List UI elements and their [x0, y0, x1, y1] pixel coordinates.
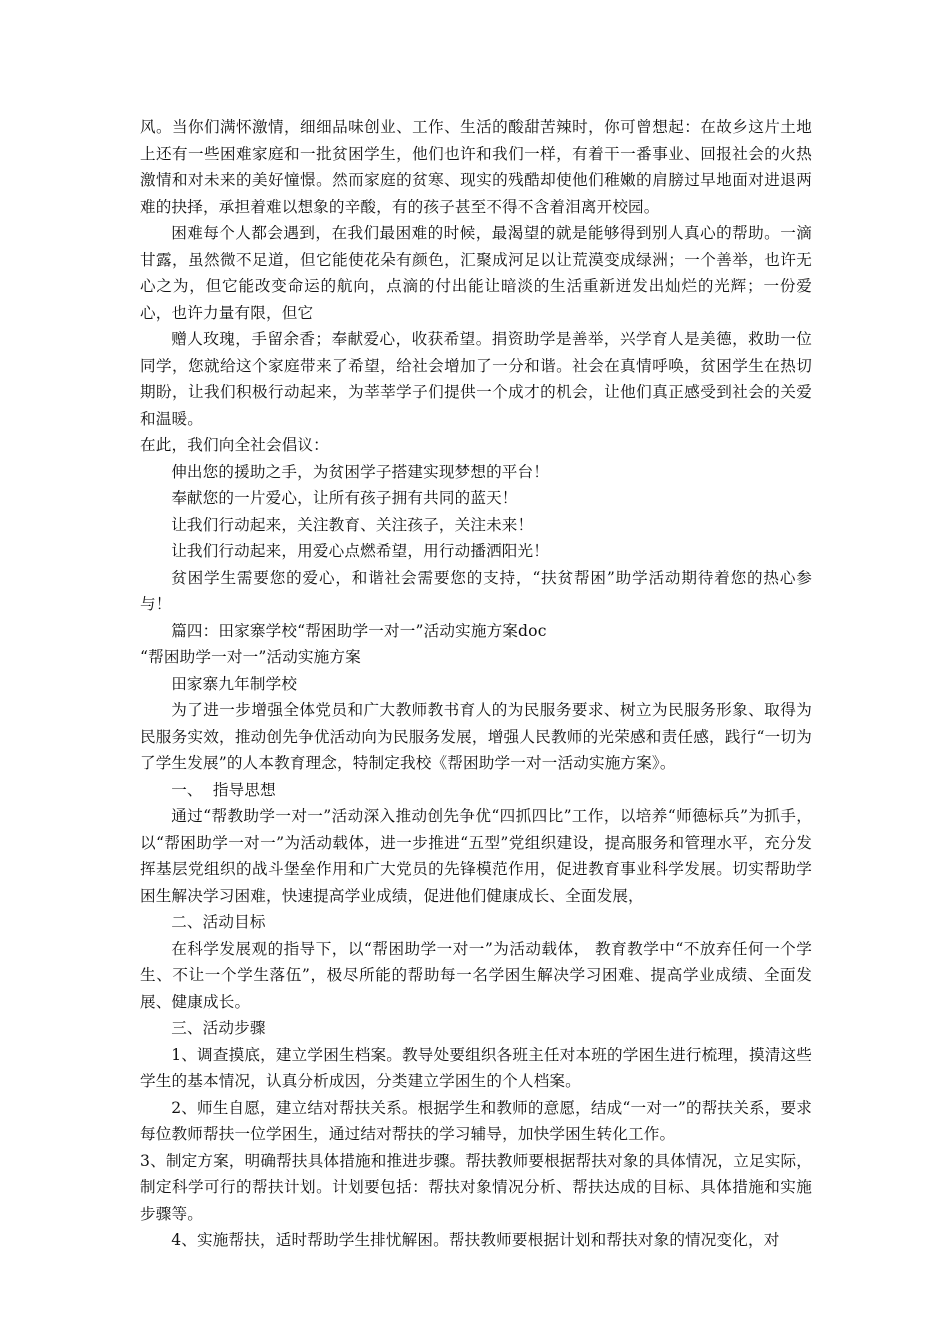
step-item: 1、调查摸底，建立学困生档案。教导处要组织各班主任对本班的学困生进行梳理，摸清这些学生的基本情况，认真分析成因，分类建立学困生的个人档案。 [140, 1045, 812, 1090]
document-body [140, 114, 812, 1254]
step-item: 4、实施帮扶，适时帮助学生排忧解困。帮扶教师要根据计划和帮扶对象的情况变化，对 [171, 1231, 780, 1249]
paragraph-difficulty: 困难每个人都会遇到，在我们最困难的时候，最渴望的就是能够得到别人真心的帮助。一滴甘露，虽然微不足道，但它能使花朵有颜色，汇聚成河足以让荒漠变成绿洲；一个善举，也许无心之为，但它能改变命运的航向，点滴的付出能让暗淡的生活重新迸发出灿烂的光辉；一份爱心，也许力量有限，但它 [140, 224, 812, 322]
proposal-item: 奉献您的一片爱心，让所有孩子拥有共同的蓝天！ [171, 489, 518, 507]
paragraph-guiding-ideology: 通过“帮教助学一对一”活动深入推动创先争优“四抓四比”工作，以培养“师德标兵”为抓手，以“帮困助学一对一”为活动载体，进一步推进“五型”党组织建设，提高服务和管理水平，充分发挥基层党组织的战斗堡垒作用和广大党员的先锋模范作用，促进教育事业科学发展。切实帮助学困生解决学习困难，快速提高学业成绩，促进他们健康成长、全面发展， [140, 807, 812, 905]
paragraph-proposal-lead: 在此，我们向全社会倡议： [140, 436, 329, 454]
paragraph-activity-goal: 在科学发展观的指导下，以“帮困助学一对一”为活动载体， 教育教学中“不放弃任何一个学生、不让一个学生落伍”，极尽所能的帮助每一名学困生解决学习困难、提高学业成绩、全面发展、健康成长。 [140, 939, 812, 1011]
paragraph-closing: 贫困学生需要您的爱心，和谐社会需要您的支持，“扶贫帮困”助学活动期待着您的热心参与！ [140, 568, 812, 613]
step-item: 2、师生自愿，建立结对帮扶关系。根据学生和教师的意愿，结成“一对一”的帮扶关系，要求每位教师帮扶一位学困生，通过结对帮扶的学习辅导，加快学困生转化工作。 [140, 1098, 812, 1143]
school-name: 田家寨九年制学校 [171, 674, 298, 693]
section-title: 篇四：田家寨学校“帮困助学一对一”活动实施方案doc [171, 621, 547, 640]
heading-guiding-ideology: 一、 指导思想 [171, 780, 276, 799]
heading-activity-goal: 二、活动目标 [171, 913, 266, 931]
proposal-item: 伸出您的援助之手，为贫困学子搭建实现梦想的平台！ [171, 462, 550, 481]
paragraph-intro: 风。当你们满怀激情，细细品味创业、工作、生活的酸甜苦辣时，你可曾想起：在故乡这片土地上还有一些困难家庭和一批贫困学生，他们也许和我们一样，有着干一番事业、回报社会的火热激情和对未来的美好憧憬。然而家庭的贫寒、现实的残酷却使他们稚嫩的肩膀过早地面对进退两难的抉择，承担着难以想象的辛酸，有的孩子甚至不得不含着泪离开校园。 [140, 118, 812, 216]
proposal-item: 让我们行动起来，用爱心点燃希望，用行动播洒阳光！ [171, 542, 550, 560]
heading-activity-steps: 三、活动步骤 [171, 1019, 266, 1037]
paragraph-purpose: 为了进一步增强全体党员和广大教师教书育人的为民服务要求、树立为民服务形象、取得为民服务实效，推动创先争优活动向为民服务发展，增强人民教师的光荣感和责任感，践行“一切为了学生发展”的人本教育理念，特制定我校《帮困助学一对一活动实施方案》。 [140, 701, 812, 772]
step-item: 3、制定方案，明确帮扶具体措施和推进步骤。帮扶教师要根据帮扶对象的具体情况，立足实际，制定科学可行的帮扶计划。计划要包括：帮扶对象情况分析、帮扶达成的目标、具体措施和实施步骤等。 [140, 1151, 812, 1223]
proposal-item: 让我们行动起来，关注教育、关注孩子，关注未来！ [171, 515, 534, 534]
plan-title: “帮困助学一对一”活动实施方案 [140, 648, 361, 666]
paragraph-rose: 赠人玫瑰，手留余香；奉献爱心，收获希望。捐资助学是善举，兴学育人是美德，救助一位同学，您就给这个家庭带来了希望，给社会增加了一分和谐。社会在真情呼唤，贫困学生在热切期盼，让我们积极行动起来，为莘莘学子们提供一个成才的机会，让他们真正感受到社会的关爱和温暖。 [140, 330, 812, 428]
